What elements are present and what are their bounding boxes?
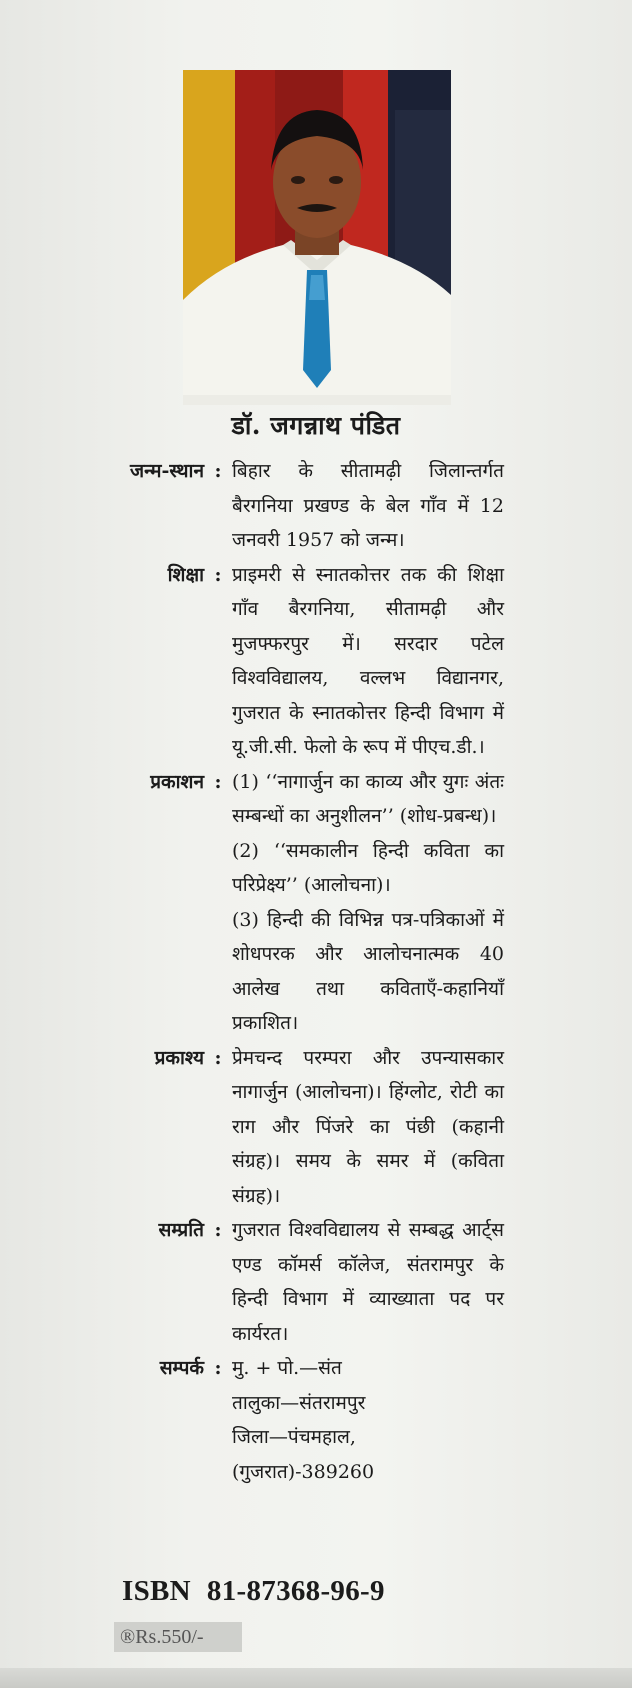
bio-label: सम्पर्क (159, 1357, 204, 1379)
bio-value (232, 454, 504, 558)
bio-text: (3) हिन्दी की विभिन्न पत्र-पत्रिकाओं में शोधपरक और आलोचनात्मक 40 आलेख तथा कविताएँ-कहानियाँ प्रकाशित। (232, 908, 504, 1034)
bio-text: प्रेमचन्द परम्परा और उपन्यासकार नागार्जुन (आलोचना)। हिंग्लोट, रोटी का राग और पिंजरे का पंछी (कहानी संग्रह)। समय के समर में (कविता संग्रह)। (232, 1046, 504, 1207)
bio-address-line: तालुका—संतरामपुर (232, 1391, 366, 1414)
bio-label: जन्म-स्थान (129, 460, 204, 482)
bio-address-line: जिला—पंचमहाल, (232, 1426, 356, 1448)
bio-label: सम्प्रति (158, 1219, 204, 1241)
bio-colon: : (214, 770, 222, 793)
bio-row-forthcoming (92, 1041, 532, 1214)
bio-value (232, 1213, 504, 1351)
bio-value (232, 558, 504, 765)
isbn (122, 1575, 385, 1608)
price-tag: ®Rs.550/- (114, 1622, 242, 1652)
bio-row-publications (92, 765, 532, 1041)
bio-address-line: मु. + पो.—संत (232, 1357, 342, 1379)
bio-colon: : (214, 1357, 222, 1379)
bio-label: शिक्षा (167, 563, 204, 586)
bio-text: बिहार के सीतामढ़ी जिलान्तर्गत बैरगनिया प्रखण्ड के बेल गाँव में 12 जनवरी 1957 को जन्म। (232, 460, 504, 551)
bio-label: प्रकाशन (150, 770, 204, 793)
author-photo (183, 70, 451, 405)
bio-row-current (92, 1213, 532, 1351)
author-photo-illustration (183, 70, 451, 405)
bio-value (232, 1351, 504, 1489)
bio-label: प्रकाश्य (154, 1046, 204, 1069)
isbn-label: ISBN (122, 1575, 191, 1607)
isbn-number: 81-87368-96-9 (206, 1575, 385, 1607)
bio-value (232, 1041, 504, 1214)
bio-colon: : (214, 460, 222, 482)
bio-row-birthplace (92, 454, 532, 558)
bio-value (232, 765, 504, 1041)
bio-colon: : (214, 1046, 222, 1069)
bio-address-line: (गुजरात)-389260 (232, 1460, 375, 1483)
bio-colon: : (214, 563, 222, 586)
bio-text: (1) ‘‘नागार्जुन का काव्य और युगः अंतः सम्बन्धों का अनुशीलन’’ (शोध-प्रबन्ध)। (232, 770, 504, 827)
author-bio (92, 454, 532, 1489)
bio-row-contact (92, 1351, 532, 1489)
bio-text: प्राइमरी से स्नातकोत्तर तक की शिक्षा गाँव बैरगनिया, सीतामढ़ी और मुजफ्फरपुर में। सरदार पटेल विश्वविद्यालय, वल्लभ विद्यानगर, गुजरात के स्नातकोत्तर हिन्दी विभाग में यू.जी.सी. फेलो के रूप में पीएच.डी.। (232, 563, 504, 758)
page-bottom-edge (0, 1668, 632, 1688)
bio-text: (2) ‘‘समकालीन हिन्दी कविता का परिप्रेक्ष्य’’ (आलोचना)। (232, 839, 504, 896)
bio-colon: : (214, 1219, 222, 1241)
bio-row-education (92, 558, 532, 765)
bio-text: गुजरात विश्वविद्यालय से सम्बद्ध आर्ट्स एण्ड कॉमर्स कॉलेज, संतरामपुर के हिन्दी विभाग में व्याख्याता पद पर कार्यरत। (232, 1219, 504, 1345)
author-name: डॉ. जगन्नाथ पंडित (231, 411, 401, 440)
